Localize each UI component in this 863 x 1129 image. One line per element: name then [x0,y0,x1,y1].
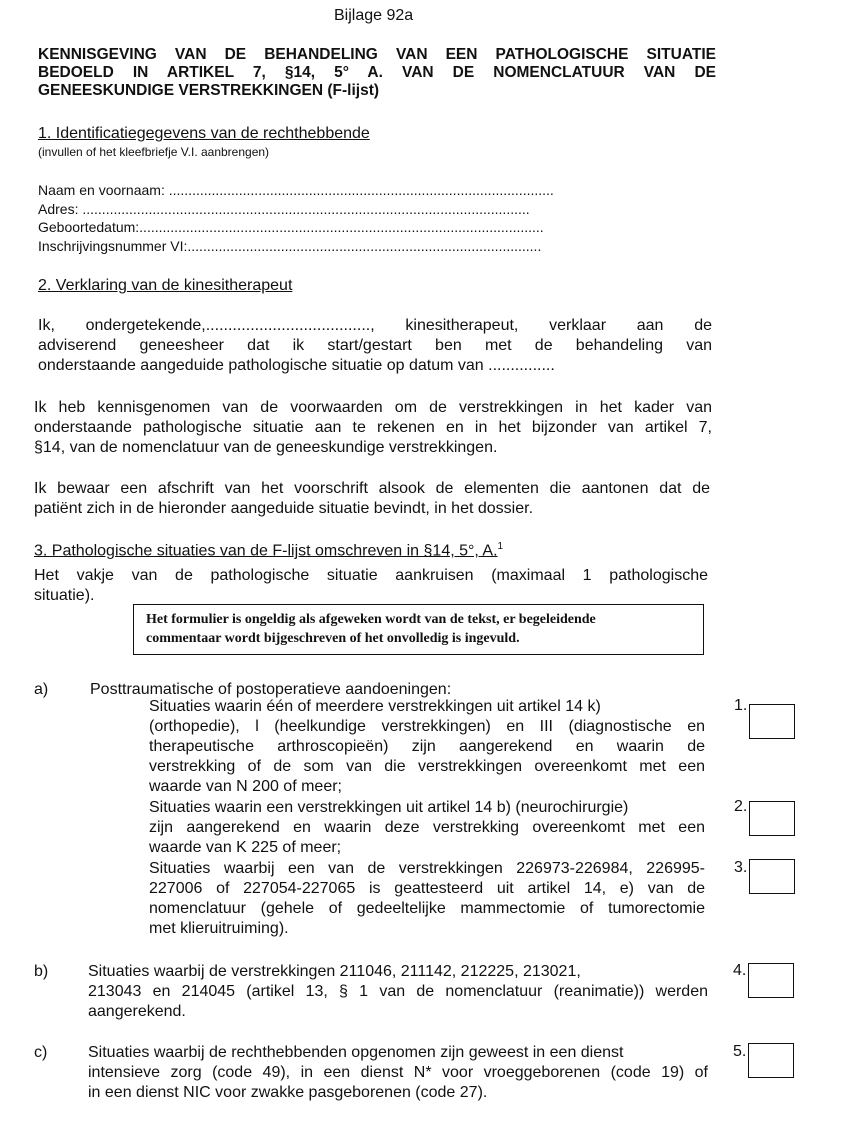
item-line: therapeutische arthroscopieën) zijn aangerekend en waarin de [149,738,705,755]
address-field[interactable]: Adres: ................................................................................................................... [38,200,530,217]
paragraph-line: Ik, ondergetekende,....................................., kinesitherapeut, verklaar aan de [38,317,712,334]
annex-label: Bijlage 92a [334,7,414,24]
section1-note: (invullen of het kleefbriefje V.I. aanbrengen) [38,145,270,159]
section3-heading-text: 3. Pathologische situaties van de F-lijst omschreven in §14, 5°, A. [34,542,498,560]
item-line: met klieruitruiming). [149,920,289,937]
item-a-label: a) [34,681,49,698]
checkbox-4-label: 4. [733,962,747,979]
title-line: BEDOELD IN ARTIKEL 7, §14, 5° A. VAN DE NOMENCLATUUR VAN DE [38,64,716,81]
item-c-label: c) [34,1044,48,1061]
item-line: 213043 en 214045 (artikel 13, § 1 van de nomenclatuur (reanimatie)) werden [88,983,708,1000]
item-a-title: Posttraumatische of postoperatieve aandoeningen: [90,681,452,698]
item-a3-text [149,859,705,939]
title-line: KENNISGEVING VAN DE BEHANDELING VAN EEN PATHOLOGISCHE SITUATIE [38,46,716,63]
item-line: intensieve zorg (code 49), in een dienst N* voor vroeggeborenen (code 19) of [88,1064,708,1081]
invalid-form-warning [133,604,704,655]
section2-heading [38,276,292,296]
footnote-marker: 1 [497,541,504,552]
item-a2-text [149,798,705,858]
item-line: zijn aangerekend en waarin deze verstrekking overeenkomt met een [149,819,705,836]
checkbox-1[interactable] [749,704,795,739]
item-line: Situaties waarbij de verstrekkingen 211046, 211142, 212225, 213021, [88,963,581,980]
conditions-paragraph [34,398,712,458]
checkbox-5[interactable] [748,1043,794,1078]
copy-paragraph [34,479,710,519]
section3-heading [34,537,503,561]
warning-line: commentaar wordt bijgeschreven of het onvolledig is ingevuld. [146,631,520,646]
item-line: in een dienst NIC voor zwakke pasgeborenen (code 27). [88,1084,488,1101]
item-line: Situaties waarbij een van de verstrekkingen 226973-226984, 226995- [149,860,705,877]
paragraph-line: Ik bewaar een afschrift van het voorschrift alsook de elementen die aantonen dat de [34,480,710,497]
paragraph-line: patiënt zich in de hieronder aangeduide situatie bevindt, in het dossier. [34,500,534,517]
checkbox-1-label: 1. [734,697,748,714]
section1-heading [38,124,370,144]
item-line: waarde van N 200 of meer; [149,778,342,795]
item-line: verstrekking of de som van die verstrekkingen overeenkomt met een [149,758,705,775]
section2-heading-text: 2. Verklaring van de kinesitherapeut [38,277,293,294]
item-line: nomenclatuur (gehele of gedeeltelijke mammectomie of tumorectomie [149,900,705,917]
intro-line: situatie). [34,587,95,604]
checkbox-3[interactable] [749,859,795,894]
paragraph-line: Ik heb kennisgenomen van de voorwaarden om de verstrekkingen in het kader van [34,399,712,416]
registration-number-field[interactable]: Inschrijvingsnummer VI:........................................................................................... [38,237,542,254]
section1-heading-text: 1. Identificatiegegevens van de rechthebbende [38,125,370,142]
item-line: 227006 of 227054-227065 is geattesteerd uit artikel 14, e) van de [149,880,705,897]
paragraph-line: §14, van de nomenclatuur van de geneeskundige verstrekkingen. [34,439,498,456]
paragraph-line: onderstaande aangeduide pathologische situatie op datum van ............... [38,357,555,374]
identification-fields [38,181,713,255]
checkbox-3-label: 3. [734,859,748,876]
birthdate-field[interactable]: Geboortedatum:........................................................................................................ [38,219,544,235]
checkbox-2-label: 2. [734,798,748,815]
item-line: waarde van K 225 of meer; [149,839,342,856]
intro-line: Het vakje van de pathologische situatie aankruisen (maximaal 1 pathologische [34,567,708,584]
paragraph-line: adviserend geneesheer dat ik start/gestart ben met de behandeling van [38,337,712,354]
item-b-text [88,962,708,1022]
checkbox-2[interactable] [749,801,795,836]
item-line: aangerekend. [88,1003,186,1020]
section3-intro [34,566,708,606]
paragraph-line: onderstaande pathologische situatie aan te rekenen en in het bijzonder van artikel 7, [34,419,712,436]
item-line: Situaties waarin een verstrekkingen uit artikel 14 b) (neurochirurgie) [149,799,629,816]
checkbox-4[interactable] [748,963,794,998]
name-field[interactable]: Naam en voornaam: ................................................................................................... [38,182,554,198]
title-line: GENEESKUNDIGE VERSTREKKINGEN (F-lijst) [38,82,380,99]
item-c-text [88,1043,708,1103]
item-line: Situaties waarin één of meerdere verstrekkingen uit artikel 14 k) [149,698,601,715]
checkbox-5-label: 5. [733,1043,747,1060]
item-a1-text [149,697,705,797]
item-line: (orthopedie), l (heelkundige verstrekkingen) en III (diagnostische en [149,718,705,735]
item-line: Situaties waarbij de rechthebbenden opgenomen zijn geweest in een dienst [88,1044,624,1061]
warning-line: Het formulier is ongeldig als afgeweken wordt van de tekst, er begeleidende [146,612,596,627]
declaration-paragraph [38,316,712,376]
item-b-label: b) [34,963,49,980]
form-title [38,46,716,100]
